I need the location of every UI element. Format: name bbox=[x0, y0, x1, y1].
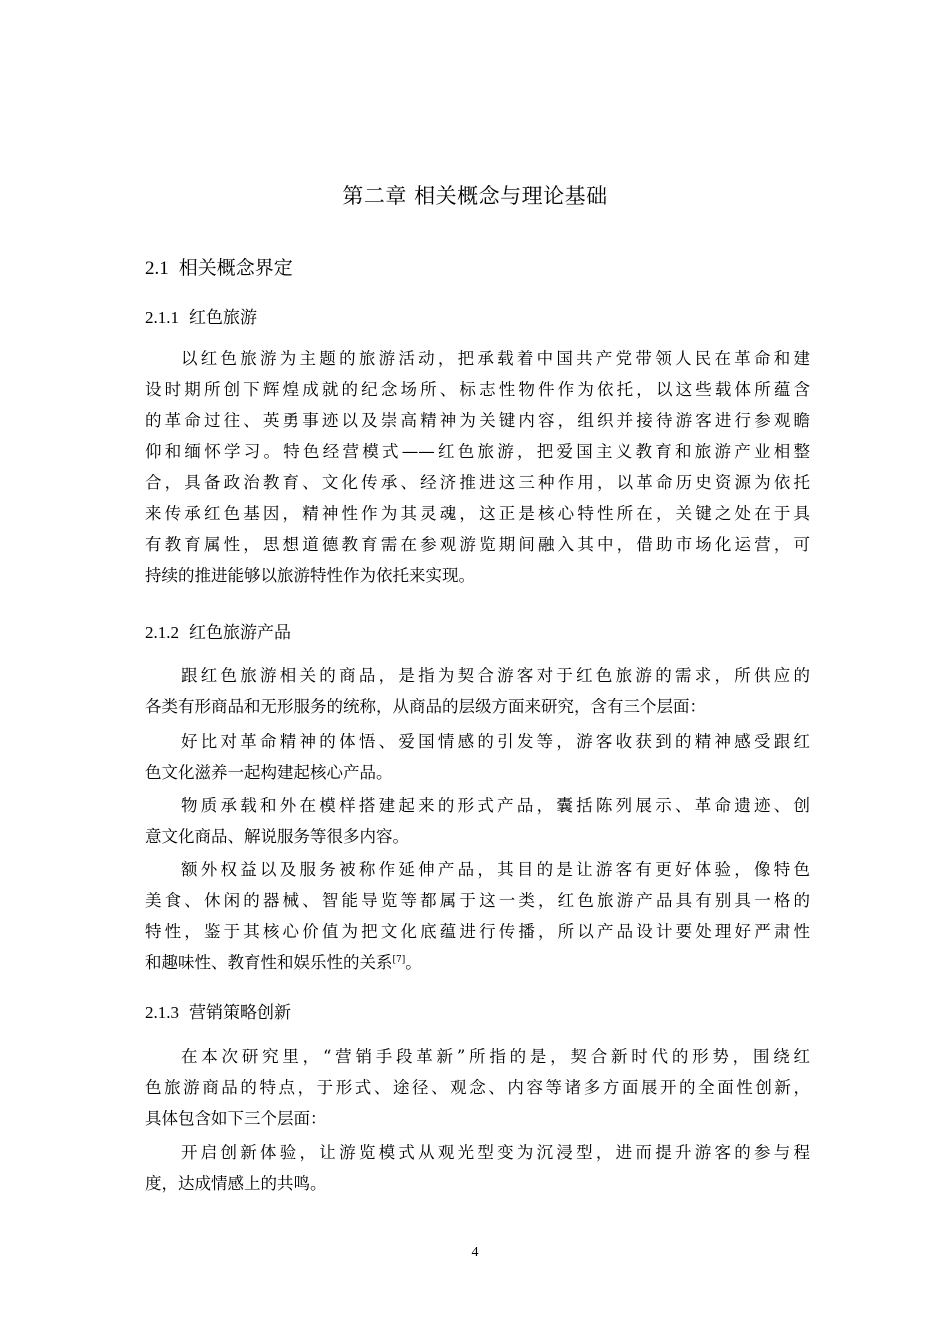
paragraph-line: 色旅游商品的特点，于形式、途径、观念、内容等诸多方面展开的全面性创新， bbox=[145, 1078, 810, 1097]
subsection-number: 2.1.1 bbox=[145, 308, 179, 327]
paragraph bbox=[145, 790, 810, 852]
paragraph-line: 好比对革命精神的体悟、爱国情感的引发等，游客收获到的精神感受跟红 bbox=[181, 732, 810, 751]
paragraph-line: 各类有形商品和无形服务的统称，从商品的层级方面来研究，含有三个层面： bbox=[145, 697, 706, 716]
paragraph-line: 开启创新体验，让游览模式从观光型变为沉浸型，进而提升游客的参与程 bbox=[181, 1143, 810, 1162]
paragraph-line: 色文化滋养一起构建起核心产品。 bbox=[145, 763, 393, 782]
section-title: 相关概念界定 bbox=[178, 257, 293, 279]
subsection-number: 2.1.2 bbox=[145, 623, 179, 642]
paragraph-line: 具体包含如下三个层面： bbox=[145, 1109, 327, 1128]
paragraph-line: 物质承载和外在模样搭建起来的形式产品，囊括陈列展示、革命遗迹、创 bbox=[181, 796, 810, 815]
paragraph-line-tail: 。 bbox=[405, 953, 422, 972]
paragraph bbox=[145, 1137, 810, 1199]
paragraph-line: 合，具备政治教育、文化传承、经济推进这三种作用，以革命历史资源为依托 bbox=[145, 473, 810, 492]
paragraph-line: 意文化商品、解说服务等很多内容。 bbox=[145, 827, 409, 846]
paragraph-line: 有教育属性，思想道德教育需在参观游览期间融入其中，借助市场化运营，可 bbox=[145, 535, 810, 554]
paragraph bbox=[145, 854, 810, 978]
paragraph-line: 仰和缅怀学习。特色经营模式——红色旅游，把爱国主义教育和旅游产业相整 bbox=[145, 442, 810, 461]
paragraph-line: 持续的推进能够以旅游特性作为依托来实现。 bbox=[145, 566, 475, 585]
subsection-title: 红色旅游 bbox=[189, 308, 257, 328]
section-heading bbox=[145, 254, 293, 283]
subsection-title: 营销策略创新 bbox=[189, 1003, 291, 1023]
paragraph-line-text: 和趣味性、教育性和娱乐性的关系 bbox=[145, 953, 393, 972]
paragraph-line: 设时期所创下辉煌成就的纪念场所、标志性物件作为依托，以这些载体所蕴含 bbox=[145, 380, 810, 399]
paragraph bbox=[145, 660, 810, 722]
paragraph-line bbox=[145, 947, 810, 978]
paragraph-line: 跟红色旅游相关的商品，是指为契合游客对于红色旅游的需求，所供应的 bbox=[181, 666, 810, 685]
section-number: 2.1 bbox=[145, 258, 169, 279]
subsection-number: 2.1.3 bbox=[145, 1003, 179, 1022]
paragraph-line: 额外权益以及服务被称作延伸产品，其目的是让游客有更好体验，像特色 bbox=[181, 860, 810, 879]
paragraph bbox=[145, 726, 810, 788]
paragraph-line: 以红色旅游为主题的旅游活动，把承载着中国共产党带领人民在革命和建 bbox=[181, 349, 810, 368]
citation-marker: [7] bbox=[392, 955, 406, 965]
paragraph-line: 特性，鉴于其核心价值为把文化底蕴进行传播，所以产品设计要处理好严肃性 bbox=[145, 922, 810, 941]
paragraph-line: 美食、休闲的器械、智能导览等都属于这一类，红色旅游产品具有别具一格的 bbox=[145, 891, 810, 910]
page-number: 4 bbox=[471, 1245, 479, 1260]
chapter-title: 第二章 相关概念与理论基础 bbox=[342, 184, 608, 208]
subsection-heading bbox=[145, 620, 291, 646]
subsection-title: 红色旅游产品 bbox=[189, 623, 291, 643]
paragraph-line: 的革命过往、英勇事迹以及崇高精神为关键内容，组织并接待游客进行参观瞻 bbox=[145, 411, 810, 430]
paragraph-line: 度，达成情感上的共鸣。 bbox=[145, 1174, 327, 1193]
paragraph bbox=[145, 1041, 810, 1134]
subsection-heading bbox=[145, 305, 257, 331]
paragraph-line: 来传承红色基因，精神性作为其灵魂，这正是核心特性所在，关键之处在于具 bbox=[145, 504, 810, 523]
paragraph-line: 在本次研究里，“营销手段革新”所指的是，契合新时代的形势，围绕红 bbox=[181, 1047, 810, 1066]
subsection-heading bbox=[145, 1000, 291, 1026]
paragraph bbox=[145, 343, 810, 591]
